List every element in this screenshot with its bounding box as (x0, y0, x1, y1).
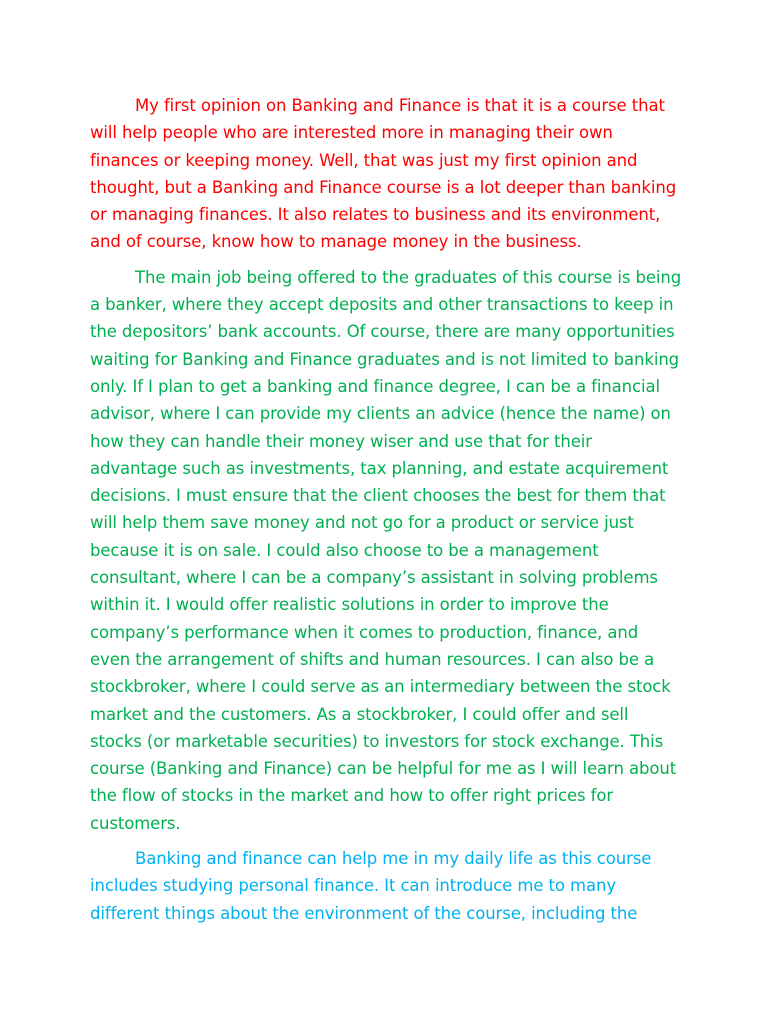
text-line: customers. (90, 813, 181, 833)
text-line: even the arrangement of shifts and human resources. I can also be a (90, 649, 655, 669)
text-line: how they can handle their money wiser and use that for their (90, 431, 592, 451)
text-line: The main job being offered to the graduates of this course is being (135, 267, 682, 287)
text-line: different things about the environment of the course, including the (90, 903, 638, 923)
text-line: advisor, where I can provide my clients an advice (hence the name) on (90, 404, 671, 424)
text-line: company’s performance when it comes to production, finance, and (90, 622, 639, 642)
paragraph-first-opinion (90, 92, 680, 256)
text-line: or managing finances. It also relates to business and its environment, (90, 205, 661, 225)
text-line: will help people who are interested more in managing their own (90, 123, 613, 143)
text-line: the flow of stocks in the market and how to offer right prices for (90, 786, 614, 806)
text-line: course (Banking and Finance) can be helpful for me as I will learn about (90, 759, 677, 779)
text-line: the depositors’ bank accounts. Of course, there are many opportunities (90, 322, 675, 342)
text-line: decisions. I must ensure that the client chooses the best for them that (90, 486, 666, 506)
text-line: a banker, where they accept deposits and other transactions to keep in (90, 295, 674, 315)
paragraph-daily-life (90, 845, 680, 927)
text-line: because it is on sale. I could also choose to be a management (90, 540, 599, 560)
text-line: finances or keeping money. Well, that was just my first opinion and (90, 150, 638, 170)
text-line: thought, but a Banking and Finance course is a lot deeper than banking (90, 177, 677, 197)
text-line: consultant, where I can be a company’s assistant in solving problems (90, 568, 658, 588)
text-line: stocks (or marketable securities) to investors for stock exchange. This (90, 731, 664, 751)
text-line: and of course, know how to manage money in the business. (90, 232, 582, 252)
paragraph-career-opportunities (90, 264, 680, 837)
text-line: within it. I would offer realistic solutions in order to improve the (90, 595, 609, 615)
text-line: stockbroker, where I could serve as an intermediary between the stock (90, 677, 671, 697)
text-line: will help them save money and not go for a product or service just (90, 513, 634, 533)
text-line: advantage such as investments, tax planning, and estate acquirement (90, 458, 669, 478)
text-line: waiting for Banking and Finance graduates and is not limited to banking (90, 349, 680, 369)
text-line: Banking and finance can help me in my daily life as this course (135, 849, 652, 869)
text-line: includes studying personal finance. It can introduce me to many (90, 876, 617, 896)
text-line: market and the customers. As a stockbroker, I could offer and sell (90, 704, 629, 724)
text-line: only. If I plan to get a banking and finance degree, I can be a financial (90, 376, 660, 396)
document-page (90, 92, 680, 935)
text-line: My first opinion on Banking and Finance is that it is a course that (135, 96, 665, 115)
